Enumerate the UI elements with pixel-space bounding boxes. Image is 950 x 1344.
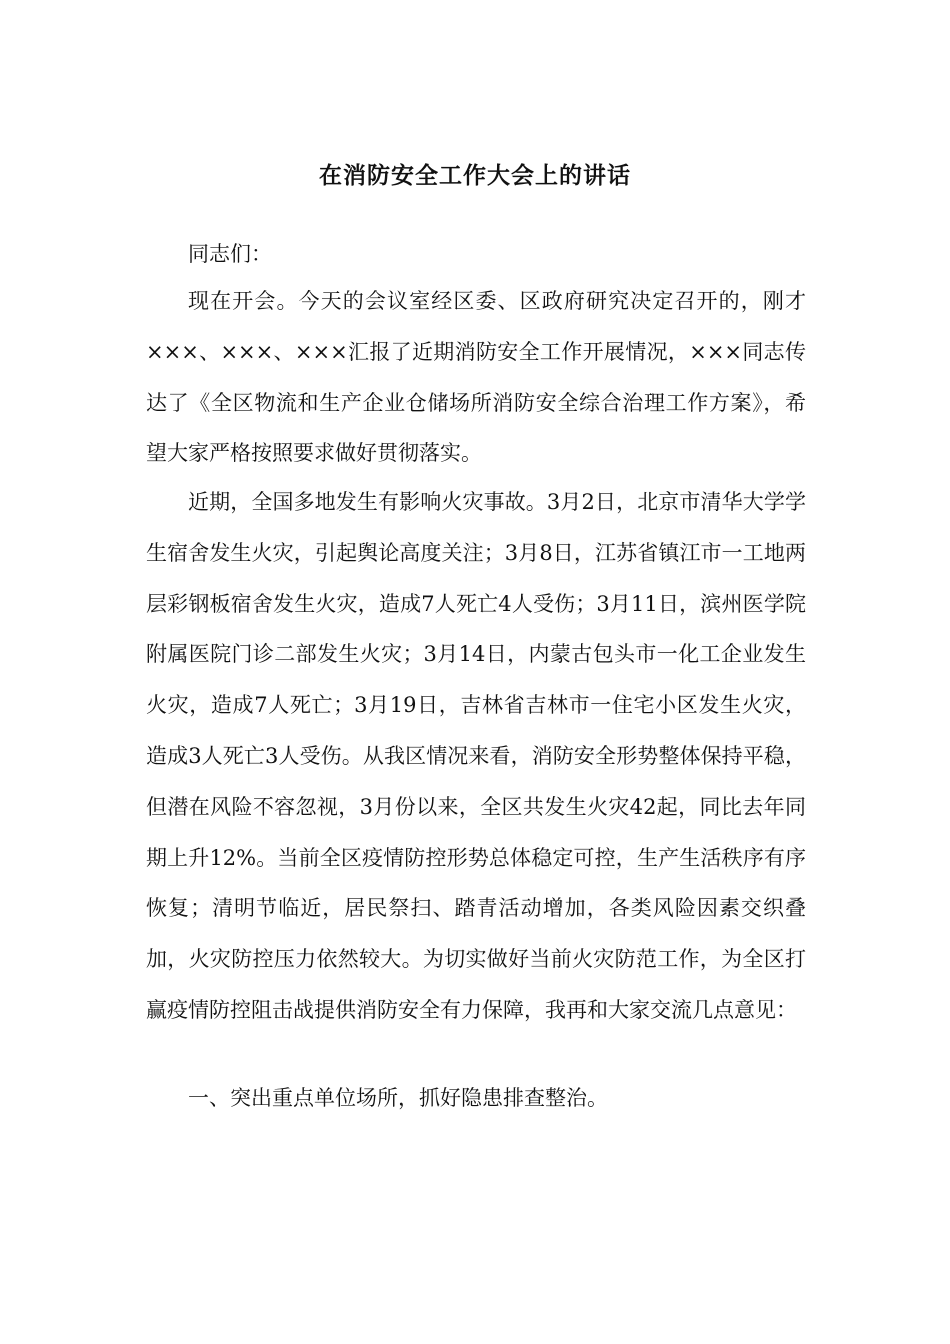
document-title: 在消防安全工作大会上的讲话 <box>319 162 631 189</box>
paragraph-opening: 现在开会。今天的会议室经区委、区政府研究决定召开的，刚才×××、×××、×××汇报了近期消防安全工作开展情况，×××同志传达了《全区物流和生产企业仓储场所消防安全综合治理工作方案》，希望大家严格按照要求做好贯彻落实。 <box>146 289 806 466</box>
salutation: 同志们： <box>188 242 272 266</box>
paragraph-situation: 近期，全国多地发生有影响火灾事故。3月2日，北京市清华大学学生宿舍发生火灾，引起舆论高度关注；3月8日，江苏省镇江市一工地两层彩钢板宿舍发生火灾，造成7人死亡4人受伤；3月11日，滨州医学院附属医院门诊二部发生火灾；3月14日，内蒙古包头市一化工企业发生火灾，造成7人死亡；3月19日，吉林省吉林市一住宅小区发生火灾，造成3人死亡3人受伤。从我区情况来看，消防安全形势整体保持平稳，但潜在风险不容忽视，3月份以来，全区共发生火灾42起，同比去年同期上升12%。当前全区疫情防控形势总体稳定可控，生产生活秩序有序恢复；清明节临近，居民祭扫、踏青活动增加，各类风险因素交织叠加，火灾防控压力依然较大。为切实做好当前火灾防范工作，为全区打赢疫情防控阻击战提供消防安全有力保障，我再和大家交流几点意见： <box>146 490 806 1022</box>
section-heading-1: 一、突出重点单位场所，抓好隐患排查整治。 <box>188 1086 608 1110</box>
